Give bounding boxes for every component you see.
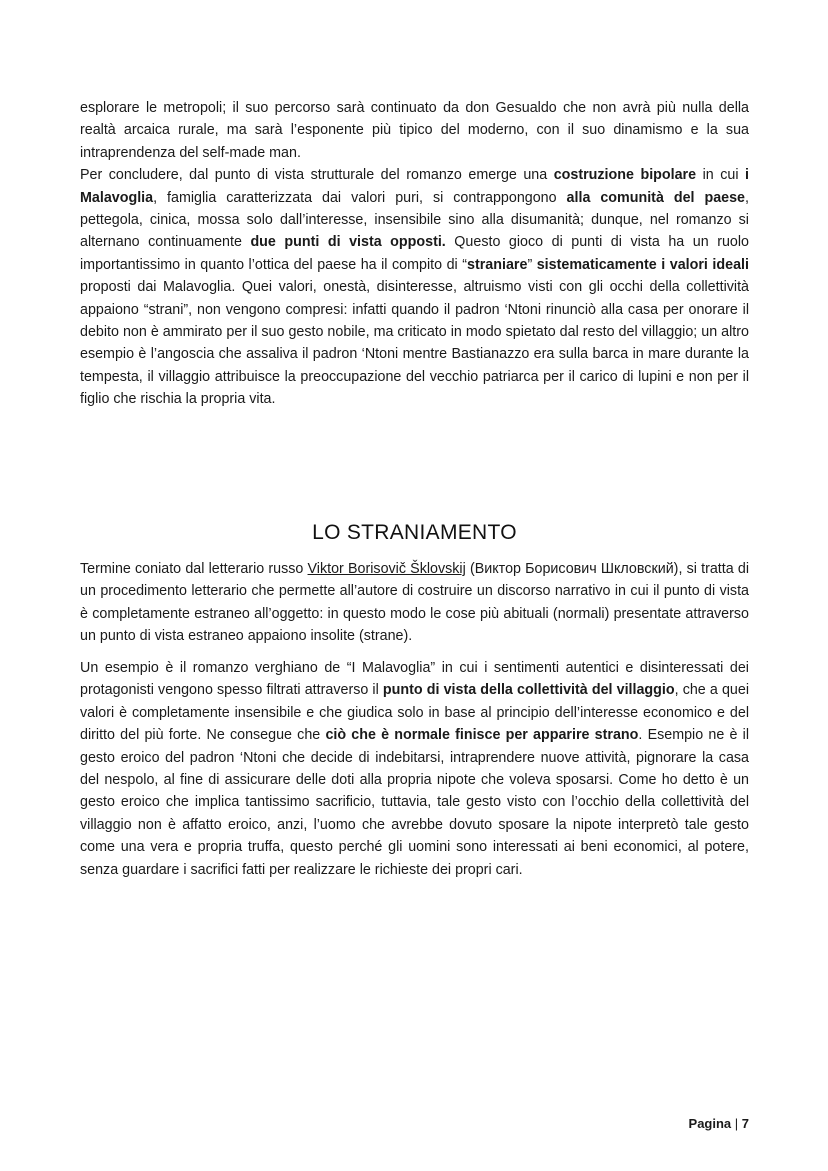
page-separator: | bbox=[731, 1116, 742, 1131]
paragraph-example: Un esempio è il romanzo verghiano de “I Malavoglia” in cui i sentimenti autentici e disinteressati dei protagonisti vengono spesso filtrati attraverso il punto di vista della collettività del villaggio, che a quei valori è completamente insensibile e che giudica solo in base al principio dell’interesse economico e del diritto del più forte. Ne consegue che ciò che è normale finisce per apparire strano. Esempio ne è il gesto eroico del padron ‘Ntoni che decide di indebitarsi, intraprendere nuove attività, pignorare la casa del nespolo, al fine di assicurare delle doti alla propria nipote che voleva sposarsi. Come ho detto è un gesto eroico che implica tantissimo sacrificio, tuttavia, tale gesto visto con l’occhio della collettività del villaggio non è affatto eroico, anzi, l’uomo che avrebbe dovuto sposare la nipote interpretò tale gesto come una vera e propria truffa, questo perché gli uomini sono interessati ai beni economici, al potere, senza guardare i sacrifici fatti per realizzare le richieste dei propri cari. bbox=[80, 660, 749, 878]
page-label: Pagina bbox=[688, 1116, 732, 1131]
section-heading: LO STRANIAMENTO bbox=[312, 521, 517, 544]
page-footer bbox=[689, 1116, 749, 1131]
author-link[interactable]: Viktor Borisovič Šklovskij bbox=[307, 561, 466, 577]
paragraph-definition: Termine coniato dal letterario russo Viktor Borisovič Šklovskij (Виктор Борисович Шкловский), si tratta di un procedimento letterario che permette all’autore di costruire un discorso narrativo in cui il punto di vista è completamente estraneo all’oggetto: in questo modo le cose più abituali (normali) presentate attraverso un punto di vista estraneo appaiono insolite (strane). bbox=[80, 561, 749, 645]
paragraph-verga-conclusion: esplorare le metropoli; il suo percorso sarà continuato da don Gesualdo che non avrà più nulla della realtà arcaica rurale, ma sarà l’esponente più tipico del moderno, con il suo dinamismo e la sua intraprendenza del self-made man. Per concludere, dal punto di vista strutturale del romanzo emerge una costruzione bipolare in cui i Malavoglia, famiglia caratterizzata dai valori puri, si contrappongono alla comunità del paese, pettegola, cinica, mossa solo dall’interesse, insensibile sino alla disumanità; dunque, nel romanzo si alternano continuamente due punti di vista opposti. Questo gioco di punti di vista ha un ruolo importantissimo in quanto l’ottica del paese ha il compito di “straniare” sistematicamente i valori ideali proposti dai Malavoglia. Quei valori, onestà, disinteresse, altruismo visti con gli occhi della collettività appaiono “strani”, non vengono compresi: infatti quando il padron ‘Ntoni rinunciò alla casa per onorare il debito non è ammirato per il suo gesto nobile, ma criticato in modo spietato dal resto del villaggio; un altro esempio è l’angoscia che assaliva il padron ‘Ntoni mentre Bastianazzo era sulla barca in mare durante la tempesta, il villaggio attribuisce la preoccupazione del vecchio patriarca per il carico di lupini e non per il figlio che rischia la propria vita. bbox=[80, 100, 749, 408]
page-number: 7 bbox=[741, 1116, 749, 1131]
